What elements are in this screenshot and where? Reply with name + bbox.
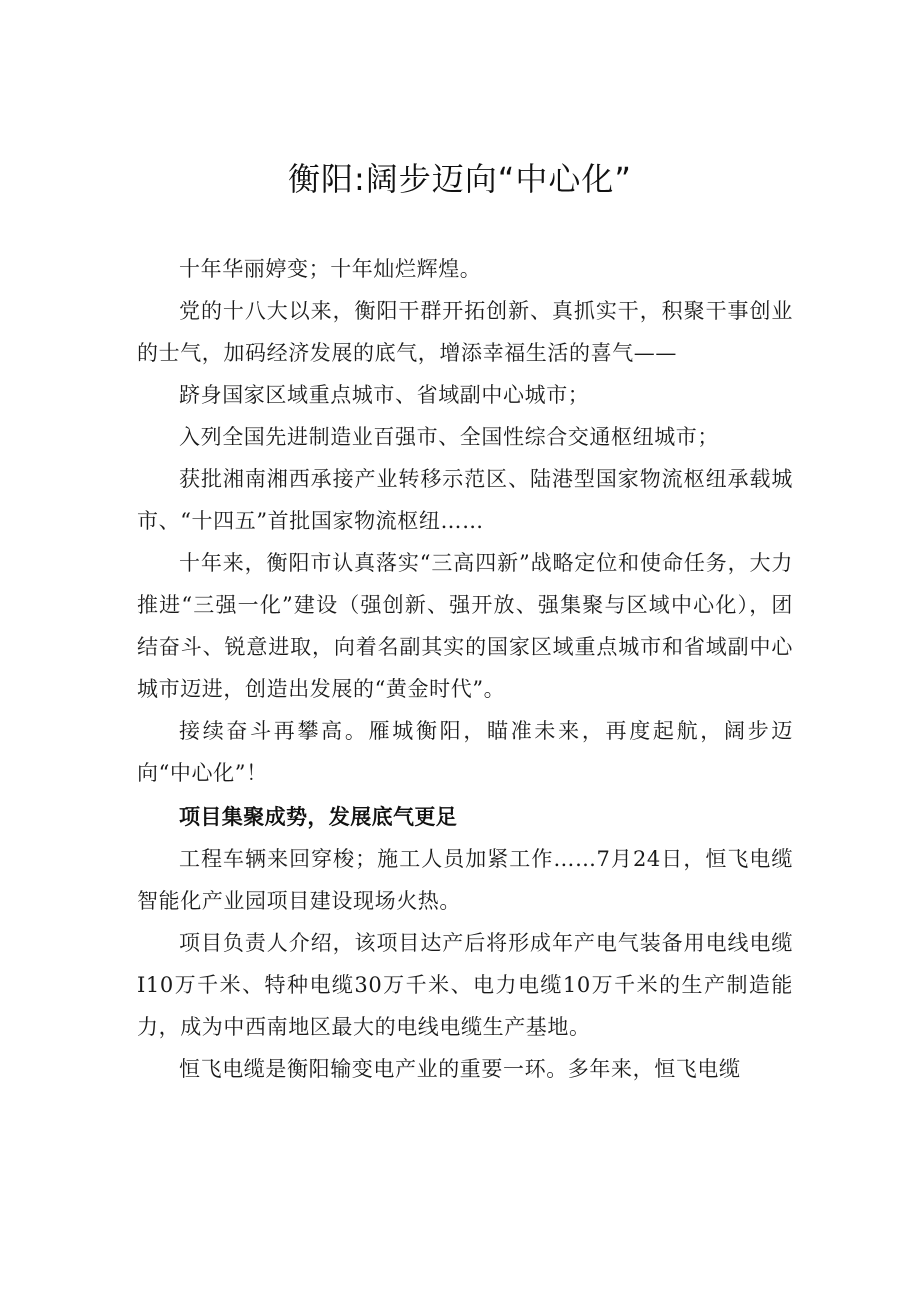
paragraph: 获批湘南湘西承接产业转移示范区、陆港型国家物流枢纽承载城市、“十四五”首批国家物流枢纽……: [137, 467, 793, 533]
paragraph: 恒飞电缆是衡阳输变电产业的重要一环。多年来，恒飞电缆: [179, 1057, 741, 1081]
paragraph: 跻身国家区域重点城市、省域副中心城市；: [179, 383, 590, 407]
section-heading: 项目集聚成势，发展底气更足: [179, 805, 458, 829]
paragraph: 接续奋斗再攀高。雁城衡阳，瞄准未来，再度起航，阔步迈向“中心化”！: [137, 719, 793, 785]
paragraph: 十年华丽婷变；十年灿烂辉煌。: [179, 257, 482, 281]
paragraph: 工程车辆来回穿梭；施工人员加紧工作……7月24日，恒飞电缆智能化产业园项目建设现场火热。: [137, 847, 793, 913]
paragraph: 十年来，衡阳市认真落实“三高四新”战略定位和使命任务，大力推进“三强一化”建设（强创新、强开放、强集聚与区域中心化），团结奋斗、锐意进取，向着名副其实的国家区域重点城市和省域副中心城市迈进，创造出发展的“黄金时代”。: [137, 551, 793, 701]
paragraph: 项目负责人介绍，该项目达产后将形成年产电气装备用电线电缆I10万千米、特种电缆30万千米、电力电缆10万千米的生产制造能力，成为中西南地区最大的电线电缆生产基地。: [137, 931, 793, 1039]
paragraph: 入列全国先进制造业百强市、全国性综合交通枢纽城市；: [179, 425, 719, 449]
paragraph: 党的十八大以来，衡阳干群开拓创新、真抓实干，积聚干事创业的士气，加码经济发展的底气，增添幸福生活的喜气——: [137, 299, 793, 365]
document-body: [137, 248, 793, 1090]
document-title: 衡阳:阔步迈向“中心化”: [288, 160, 632, 198]
